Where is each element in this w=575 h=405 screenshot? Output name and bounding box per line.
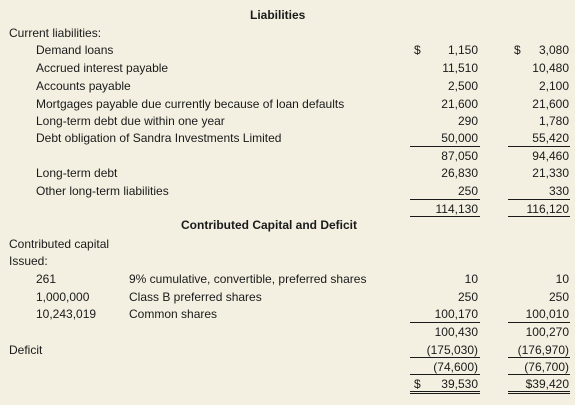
underline bbox=[410, 322, 480, 323]
row-value-col1: 1,150 bbox=[447, 43, 478, 57]
underline bbox=[508, 199, 570, 200]
row-value-col2: 250 bbox=[548, 290, 569, 304]
row-label: Accrued interest payable bbox=[36, 61, 169, 75]
row-value-col2: 10,480 bbox=[532, 61, 569, 75]
row-value-col2: 2,100 bbox=[538, 79, 569, 93]
total-col2: 116,120 bbox=[526, 202, 569, 216]
underline bbox=[410, 216, 480, 217]
row-label: Accounts payable bbox=[36, 79, 131, 93]
share-count: 10,243,019 bbox=[36, 307, 97, 321]
row-label: Long-term debt due within one year bbox=[36, 114, 225, 128]
double-underline bbox=[410, 391, 480, 392]
capital-total-col1: 100,430 bbox=[434, 325, 478, 339]
underline bbox=[508, 146, 570, 147]
row-value-col1: 50,000 bbox=[441, 131, 478, 145]
share-count: 1,000,000 bbox=[36, 290, 90, 304]
net-col2: (76,700) bbox=[524, 360, 569, 374]
underline bbox=[410, 357, 480, 358]
row-value-col1: 26,830 bbox=[441, 166, 478, 180]
double-underline bbox=[508, 393, 570, 394]
underline bbox=[508, 374, 570, 375]
final-col1: 39,530 bbox=[441, 377, 478, 391]
currency-symbol: $ bbox=[414, 377, 421, 391]
row-label: Long-term debt bbox=[36, 166, 118, 180]
row-value-col1: 2,500 bbox=[447, 79, 478, 93]
equity-title: Contributed Capital and Deficit bbox=[181, 218, 358, 232]
final-col2: $39,420 bbox=[525, 377, 569, 391]
net-col1: (74,600) bbox=[433, 360, 478, 374]
issued-label: Issued: bbox=[9, 254, 48, 268]
row-value-col2: 21,600 bbox=[532, 97, 569, 111]
capital-total-col2: 100,270 bbox=[525, 325, 569, 339]
underline bbox=[508, 322, 570, 323]
row-value-col2: 55,420 bbox=[532, 131, 569, 145]
liabilities-title: Liabilities bbox=[250, 8, 306, 22]
contributed-capital-label: Contributed capital bbox=[9, 237, 110, 251]
current-liabilities-heading: Current liabilities: bbox=[9, 26, 102, 40]
currency-symbol: $ bbox=[514, 43, 521, 57]
share-desc: 9% cumulative, convertible, preferred shares bbox=[129, 272, 367, 286]
underline bbox=[508, 216, 570, 217]
subtotal-col1: 87,050 bbox=[441, 149, 478, 163]
row-value-col1: 11,510 bbox=[442, 61, 478, 75]
double-underline bbox=[410, 393, 480, 394]
row-value-col2: 10 bbox=[555, 272, 569, 286]
subtotal-col2: 94,460 bbox=[532, 149, 569, 163]
row-value-col1: 290 bbox=[457, 114, 478, 128]
share-desc: Class B preferred shares bbox=[129, 290, 262, 304]
row-label: Demand loans bbox=[36, 43, 114, 57]
row-value-col1: 100,170 bbox=[434, 307, 478, 321]
total-col1: 114,130 bbox=[435, 202, 478, 216]
row-value-col1: 250 bbox=[457, 184, 478, 198]
row-value-col2: 330 bbox=[548, 184, 569, 198]
row-value-col1: 10 bbox=[464, 272, 478, 286]
underline bbox=[410, 146, 480, 147]
row-value-col1: 250 bbox=[457, 290, 478, 304]
row-value-col2: 1,780 bbox=[538, 114, 569, 128]
underline bbox=[410, 374, 480, 375]
row-label: Other long-term liabilities bbox=[36, 184, 169, 198]
deficit-label: Deficit bbox=[9, 343, 43, 357]
row-value-col2: 3,080 bbox=[538, 43, 569, 57]
deficit-col1: (175,030) bbox=[426, 343, 478, 357]
underline bbox=[410, 199, 480, 200]
double-underline bbox=[508, 391, 570, 392]
row-value-col2: 21,330 bbox=[532, 166, 569, 180]
row-value-col2: 100,010 bbox=[525, 307, 569, 321]
share-count: 261 bbox=[36, 272, 57, 286]
row-label: Debt obligation of Sandra Investments Limited bbox=[36, 131, 282, 145]
row-value-col1: 21,600 bbox=[441, 97, 478, 111]
underline bbox=[508, 357, 570, 358]
share-desc: Common shares bbox=[129, 307, 218, 321]
currency-symbol: $ bbox=[414, 43, 421, 57]
deficit-col2: (176,970) bbox=[517, 343, 569, 357]
row-label: Mortgages payable due currently because of loan defaults bbox=[36, 97, 345, 111]
